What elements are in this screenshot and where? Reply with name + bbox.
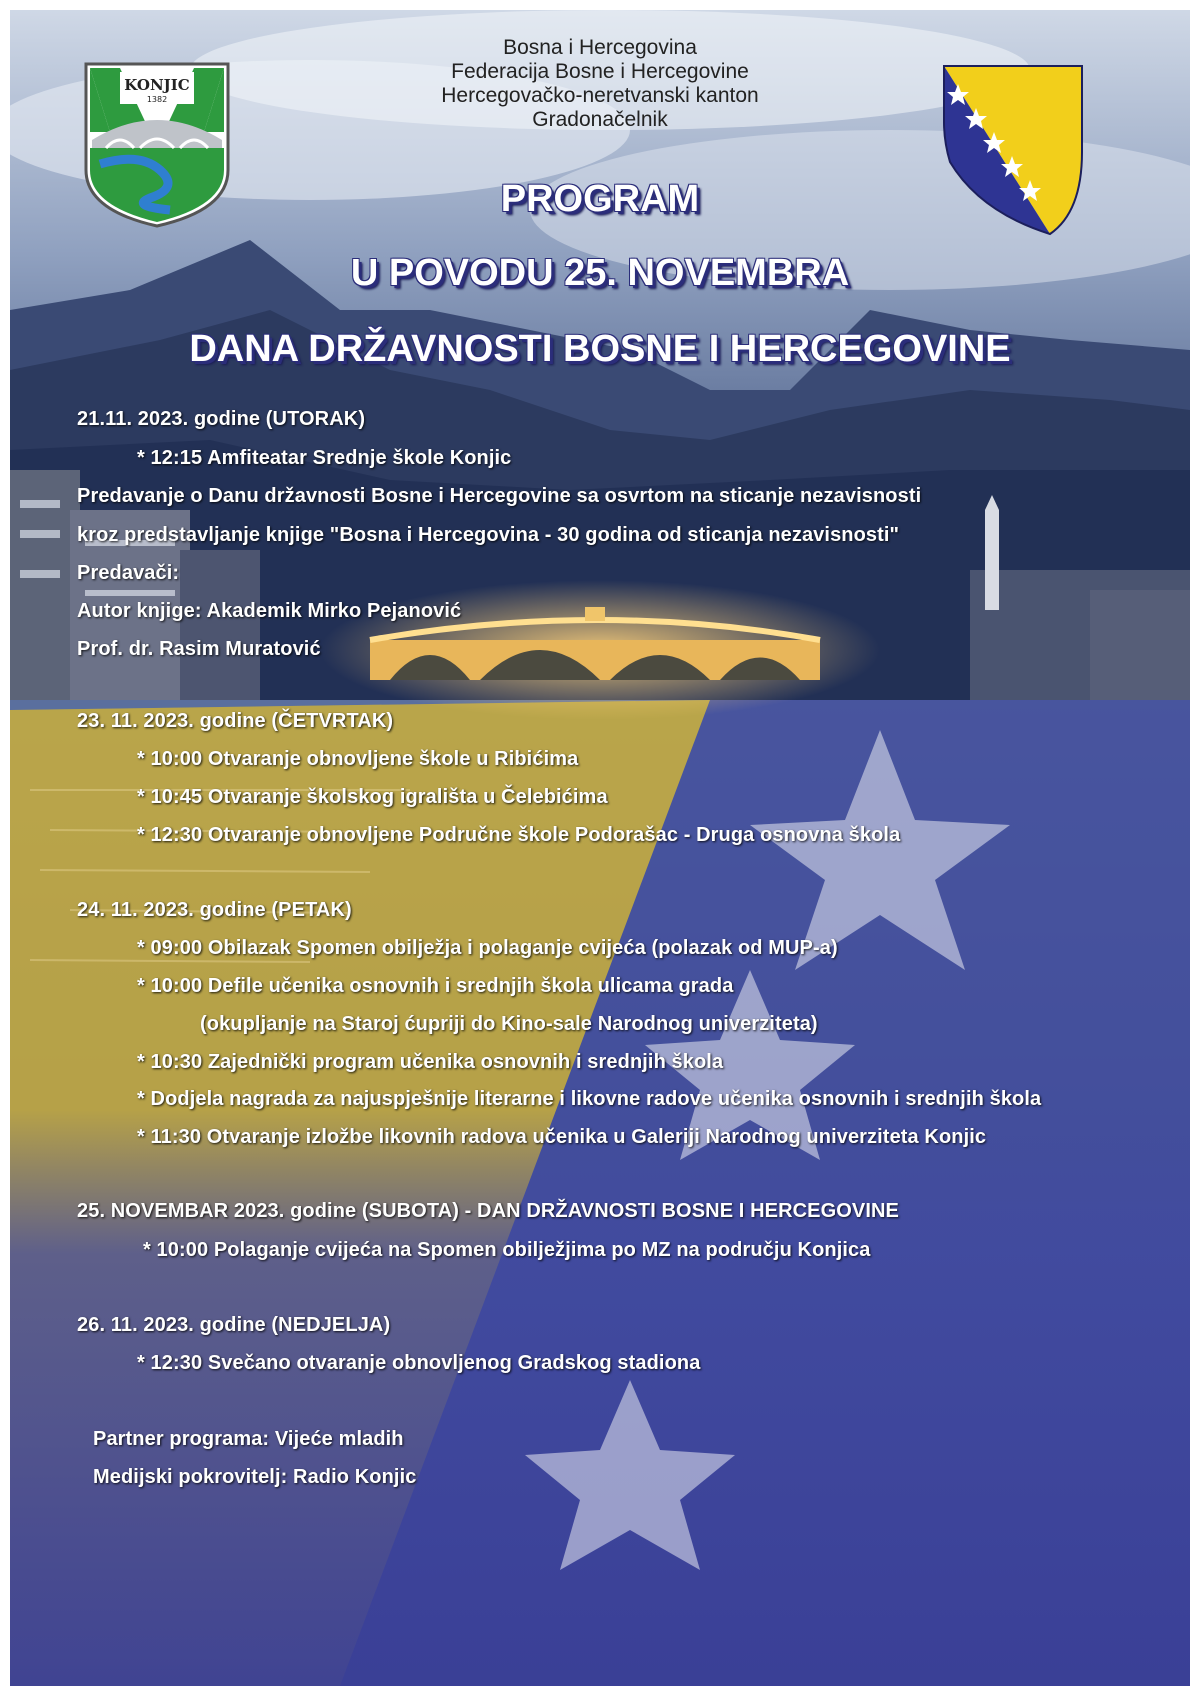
day1-lecturer-2: Prof. dr. Rasim Muratović [77, 638, 321, 660]
day3-item-3: * 10:30 Zajednički program učenika osnovnih i srednjih škola [137, 1051, 724, 1073]
header-country: Bosna i Hercegovina [503, 36, 697, 59]
day4-date: 25. NOVEMBAR 2023. godine (SUBOTA) - DAN DRŽAVNOSTI BOSNE I HERCEGOVINE [77, 1200, 900, 1222]
title-statehood-day: DANA DRŽAVNOSTI BOSNE I HERCEGOVINE [189, 328, 1011, 370]
header-canton: Hercegovačko-neretvanski kanton [441, 84, 759, 107]
day1-item-1: * 12:15 Amfiteatar Srednje škole Konjic [137, 447, 512, 469]
day3-item-4: * Dodjela nagrada za najuspješnije literarne i likovne radove učenika osnovnih i srednjih škola [137, 1088, 1042, 1110]
day3-item-2: * 10:00 Defile učenika osnovnih i srednjih škola ulicama grada [137, 975, 734, 997]
header-block [340, 36, 860, 132]
day1-lecturers-label: Predavači: [77, 562, 180, 584]
title-occasion: U POVODU 25. NOVEMBRA [350, 252, 850, 294]
footer-media-sponsor: Medijski pokrovitelj: Radio Konjic [93, 1466, 417, 1488]
crest-year: 1382 [146, 95, 168, 104]
header-federation: Federacija Bosne i Hercegovine [451, 60, 749, 83]
day3-date: 24. 11. 2023. godine (PETAK) [77, 899, 352, 921]
day5-item-1: * 12:30 Svečano otvaranje obnovljenog Gradskog stadiona [137, 1352, 701, 1374]
day1-lecturer-1: Autor knjige: Akademik Mirko Pejanović [77, 600, 462, 622]
day4-item-1: * 10:00 Polaganje cvijeća na Spomen obilježjima po MZ na području Konjica [143, 1239, 871, 1261]
footer-partner: Partner programa: Vijeće mladih [93, 1428, 404, 1450]
day2-item-2: * 10:45 Otvaranje školskog igrališta u Čelebićima [137, 786, 608, 808]
header-office: Gradonačelnik [532, 108, 668, 131]
day1-date: 21.11. 2023. godine (UTORAK) [77, 408, 366, 430]
day1-description-1: Predavanje o Danu državnosti Bosne i Hercegovine sa osvrtom na sticanje nezavisnosti [77, 485, 922, 507]
day3-item-1: * 09:00 Obilazak Spomen obilježja i polaganje cvijeća (polazak od MUP-a) [137, 937, 838, 959]
day2-item-3: * 12:30 Otvaranje obnovljene Područne škole Podorašac - Druga osnovna škola [137, 824, 901, 846]
day2-item-1: * 10:00 Otvaranje obnovljene škole u Ribićima [137, 748, 579, 770]
poster [10, 10, 1190, 1686]
day5-date: 26. 11. 2023. godine (NEDJELJA) [77, 1314, 391, 1336]
day2-date: 23. 11. 2023. godine (ČETVRTAK) [77, 710, 394, 732]
day3-item-5: * 11:30 Otvaranje izložbe likovnih radova učenika u Galeriji Narodnog univerziteta Konjic [137, 1126, 987, 1148]
crest-name: KONJIC [124, 76, 190, 94]
title-program: PROGRAM [500, 178, 700, 220]
day1-description-2: kroz predstavljanje knjige "Bosna i Hercegovina - 30 godina od sticanja nezavisnosti" [77, 524, 900, 546]
day3-item-2-note: (okupljanje na Staroj ćupriji do Kino-sale Narodnog univerziteta) [200, 1013, 818, 1035]
